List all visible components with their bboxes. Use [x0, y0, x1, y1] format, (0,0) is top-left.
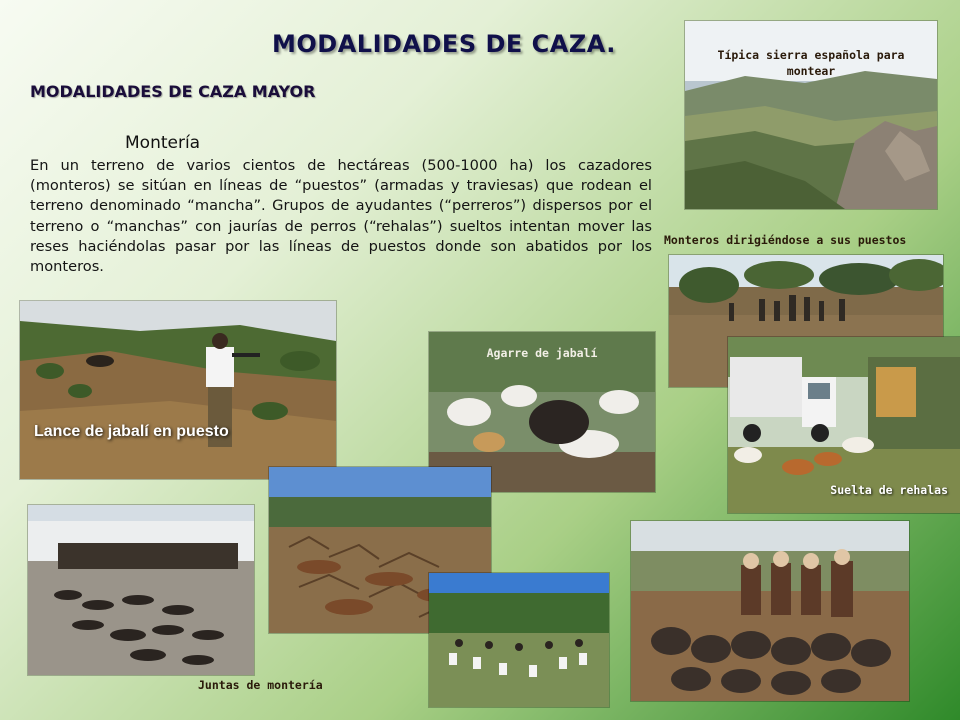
photo-suelta	[727, 336, 960, 514]
caption-suelta: Suelta de rehalas	[830, 483, 948, 497]
slide-subtitle: MODALIDADES DE CAZA MAYOR	[30, 82, 316, 101]
caption-lance: Lance de jabalí en puesto	[34, 423, 229, 440]
description-paragraph: En un terreno de varios cientos de hectáreas (500-1000 ha) los cazadores (monteros) se sitúan en líneas de “puestos” (armadas y traviesas) que rodean el terreno denominado “mancha”. Grupos de ayudantes (“perreros”) dispersos por el terreno o “manchas” con jaurías de perros (“rehalas”) sueltos intentan mover las reses haciéndolas pasar por las líneas de puestos donde son abatidos por los monteros.	[30, 157, 652, 276]
photo-junta-3	[428, 572, 610, 708]
photo-lance	[19, 300, 337, 480]
lance-image	[20, 301, 336, 479]
junta-3-image	[429, 573, 609, 707]
photo-trofeos	[630, 520, 910, 702]
junta-1-image	[28, 505, 254, 675]
section-heading: Montería	[125, 133, 201, 153]
caption-agarre: Agarre de jabalí	[486, 346, 598, 360]
slide-title: MODALIDADES DE CAZA.	[272, 30, 616, 58]
caption-juntas: Juntas de montería	[198, 678, 323, 692]
photo-sierra	[684, 20, 938, 210]
photo-junta-1	[27, 504, 255, 676]
trofeos-image	[631, 521, 909, 701]
caption-sierra: Típica sierra española para montear	[717, 48, 905, 78]
caption-monteros: Monteros dirigiéndose a sus puestos	[664, 233, 907, 247]
